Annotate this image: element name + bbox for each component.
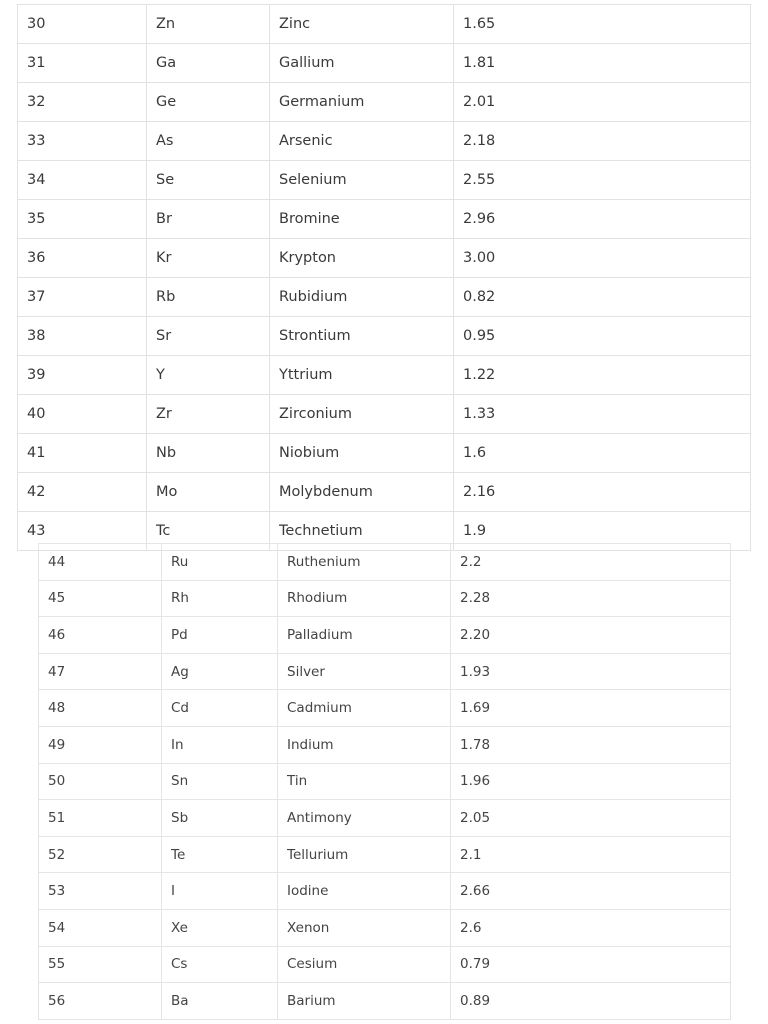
- table-row: [18, 44, 751, 83]
- atomic-number-cell: 49: [39, 726, 162, 763]
- element-symbol-cell: Zn: [147, 5, 270, 44]
- atomic-number-cell: 51: [39, 800, 162, 837]
- table-row: [18, 395, 751, 434]
- electronegativity-cell: 3.00: [454, 239, 751, 278]
- electronegativity-cell: 1.93: [451, 653, 731, 690]
- table-row: [18, 239, 751, 278]
- electronegativity-cell: 1.69: [451, 690, 731, 727]
- element-name-cell: Tin: [278, 763, 451, 800]
- table-row: [39, 580, 731, 617]
- element-name-cell: Tellurium: [278, 836, 451, 873]
- electronegativity-cell: 2.01: [454, 83, 751, 122]
- electronegativity-cell: 1.65: [454, 5, 751, 44]
- electronegativity-cell: 2.18: [454, 122, 751, 161]
- atomic-number-cell: 53: [39, 873, 162, 910]
- atomic-number-cell: 34: [18, 161, 147, 200]
- element-name-cell: Technetium: [270, 512, 454, 551]
- element-symbol-cell: As: [147, 122, 270, 161]
- table-row: [39, 653, 731, 690]
- table-row: [39, 800, 731, 837]
- electronegativity-cell: 2.28: [451, 580, 731, 617]
- element-symbol-cell: Mo: [147, 473, 270, 512]
- atomic-number-cell: 33: [18, 122, 147, 161]
- atomic-number-cell: 48: [39, 690, 162, 727]
- atomic-number-cell: 56: [39, 983, 162, 1020]
- atomic-number-cell: 47: [39, 653, 162, 690]
- element-symbol-cell: Nb: [147, 434, 270, 473]
- table-row: [18, 200, 751, 239]
- electronegativity-cell: 1.6: [454, 434, 751, 473]
- electronegativity-cell: 2.16: [454, 473, 751, 512]
- atomic-number-cell: 45: [39, 580, 162, 617]
- element-symbol-cell: Rh: [162, 580, 278, 617]
- element-name-cell: Molybdenum: [270, 473, 454, 512]
- element-name-cell: Antimony: [278, 800, 451, 837]
- element-symbol-cell: In: [162, 726, 278, 763]
- table-row: [18, 473, 751, 512]
- element-name-cell: Rhodium: [278, 580, 451, 617]
- atomic-number-cell: 41: [18, 434, 147, 473]
- table-row: [39, 873, 731, 910]
- element-name-cell: Bromine: [270, 200, 454, 239]
- element-symbol-cell: Tc: [147, 512, 270, 551]
- element-symbol-cell: Sn: [162, 763, 278, 800]
- element-symbol-cell: Cd: [162, 690, 278, 727]
- element-symbol-cell: Sr: [147, 317, 270, 356]
- electronegativity-cell: 0.89: [451, 983, 731, 1020]
- atomic-number-cell: 46: [39, 617, 162, 654]
- element-symbol-cell: Te: [162, 836, 278, 873]
- element-symbol-cell: Ag: [162, 653, 278, 690]
- element-symbol-cell: Kr: [147, 239, 270, 278]
- electronegativity-cell: 0.82: [454, 278, 751, 317]
- element-name-cell: Indium: [278, 726, 451, 763]
- element-name-cell: Selenium: [270, 161, 454, 200]
- table-row: [18, 122, 751, 161]
- table-row: [18, 434, 751, 473]
- table-row: [39, 726, 731, 763]
- element-name-cell: Germanium: [270, 83, 454, 122]
- electronegativity-cell: 0.79: [451, 946, 731, 983]
- element-symbol-cell: Ru: [162, 544, 278, 581]
- element-symbol-cell: Cs: [162, 946, 278, 983]
- table-row: [18, 356, 751, 395]
- element-name-cell: Palladium: [278, 617, 451, 654]
- atomic-number-cell: 36: [18, 239, 147, 278]
- electronegativity-cell: 2.55: [454, 161, 751, 200]
- element-name-cell: Barium: [278, 983, 451, 1020]
- electronegativity-cell: 1.9: [454, 512, 751, 551]
- element-name-cell: Zirconium: [270, 395, 454, 434]
- element-name-cell: Krypton: [270, 239, 454, 278]
- electronegativity-cell: 1.22: [454, 356, 751, 395]
- electronegativity-table-bottom: [38, 543, 731, 1020]
- table-row: [39, 836, 731, 873]
- electronegativity-cell: 2.66: [451, 873, 731, 910]
- electronegativity-cell: 1.33: [454, 395, 751, 434]
- element-symbol-cell: Ga: [147, 44, 270, 83]
- element-name-cell: Xenon: [278, 909, 451, 946]
- element-symbol-cell: I: [162, 873, 278, 910]
- electronegativity-cell: 0.95: [454, 317, 751, 356]
- atomic-number-cell: 35: [18, 200, 147, 239]
- element-name-cell: Zinc: [270, 5, 454, 44]
- electronegativity-cell: 2.2: [451, 544, 731, 581]
- table-row: [18, 278, 751, 317]
- element-symbol-cell: Y: [147, 356, 270, 395]
- element-name-cell: Yttrium: [270, 356, 454, 395]
- element-name-cell: Arsenic: [270, 122, 454, 161]
- electronegativity-cell: 2.20: [451, 617, 731, 654]
- atomic-number-cell: 55: [39, 946, 162, 983]
- atomic-number-cell: 50: [39, 763, 162, 800]
- element-symbol-cell: Xe: [162, 909, 278, 946]
- atomic-number-cell: 54: [39, 909, 162, 946]
- element-name-cell: Gallium: [270, 44, 454, 83]
- electronegativity-table-top: [17, 4, 751, 551]
- element-name-cell: Iodine: [278, 873, 451, 910]
- electronegativity-cell: 2.96: [454, 200, 751, 239]
- table-body: [39, 544, 731, 1020]
- table-row: [39, 617, 731, 654]
- element-symbol-cell: Ge: [147, 83, 270, 122]
- table-row: [39, 544, 731, 581]
- table-row: [39, 763, 731, 800]
- atomic-number-cell: 38: [18, 317, 147, 356]
- table-row: [39, 690, 731, 727]
- element-name-cell: Ruthenium: [278, 544, 451, 581]
- table-row: [18, 161, 751, 200]
- table-row: [18, 317, 751, 356]
- electronegativity-cell: 2.1: [451, 836, 731, 873]
- table-row: [18, 5, 751, 44]
- element-symbol-cell: Sb: [162, 800, 278, 837]
- table-row: [18, 83, 751, 122]
- table-body: [18, 5, 751, 551]
- atomic-number-cell: 42: [18, 473, 147, 512]
- electronegativity-cell: 2.6: [451, 909, 731, 946]
- table-row: [39, 946, 731, 983]
- element-symbol-cell: Se: [147, 161, 270, 200]
- element-name-cell: Silver: [278, 653, 451, 690]
- element-symbol-cell: Pd: [162, 617, 278, 654]
- atomic-number-cell: 40: [18, 395, 147, 434]
- atomic-number-cell: 52: [39, 836, 162, 873]
- electronegativity-cell: 1.78: [451, 726, 731, 763]
- element-symbol-cell: Zr: [147, 395, 270, 434]
- electronegativity-cell: 1.96: [451, 763, 731, 800]
- electronegativity-cell: 2.05: [451, 800, 731, 837]
- element-name-cell: Cesium: [278, 946, 451, 983]
- table-row: [39, 983, 731, 1020]
- element-symbol-cell: Ba: [162, 983, 278, 1020]
- electronegativity-cell: 1.81: [454, 44, 751, 83]
- atomic-number-cell: 31: [18, 44, 147, 83]
- atomic-number-cell: 30: [18, 5, 147, 44]
- atomic-number-cell: 43: [18, 512, 147, 551]
- element-name-cell: Cadmium: [278, 690, 451, 727]
- element-symbol-cell: Br: [147, 200, 270, 239]
- atomic-number-cell: 39: [18, 356, 147, 395]
- element-name-cell: Strontium: [270, 317, 454, 356]
- table-row: [39, 909, 731, 946]
- element-symbol-cell: Rb: [147, 278, 270, 317]
- atomic-number-cell: 37: [18, 278, 147, 317]
- element-name-cell: Niobium: [270, 434, 454, 473]
- atomic-number-cell: 32: [18, 83, 147, 122]
- atomic-number-cell: 44: [39, 544, 162, 581]
- element-name-cell: Rubidium: [270, 278, 454, 317]
